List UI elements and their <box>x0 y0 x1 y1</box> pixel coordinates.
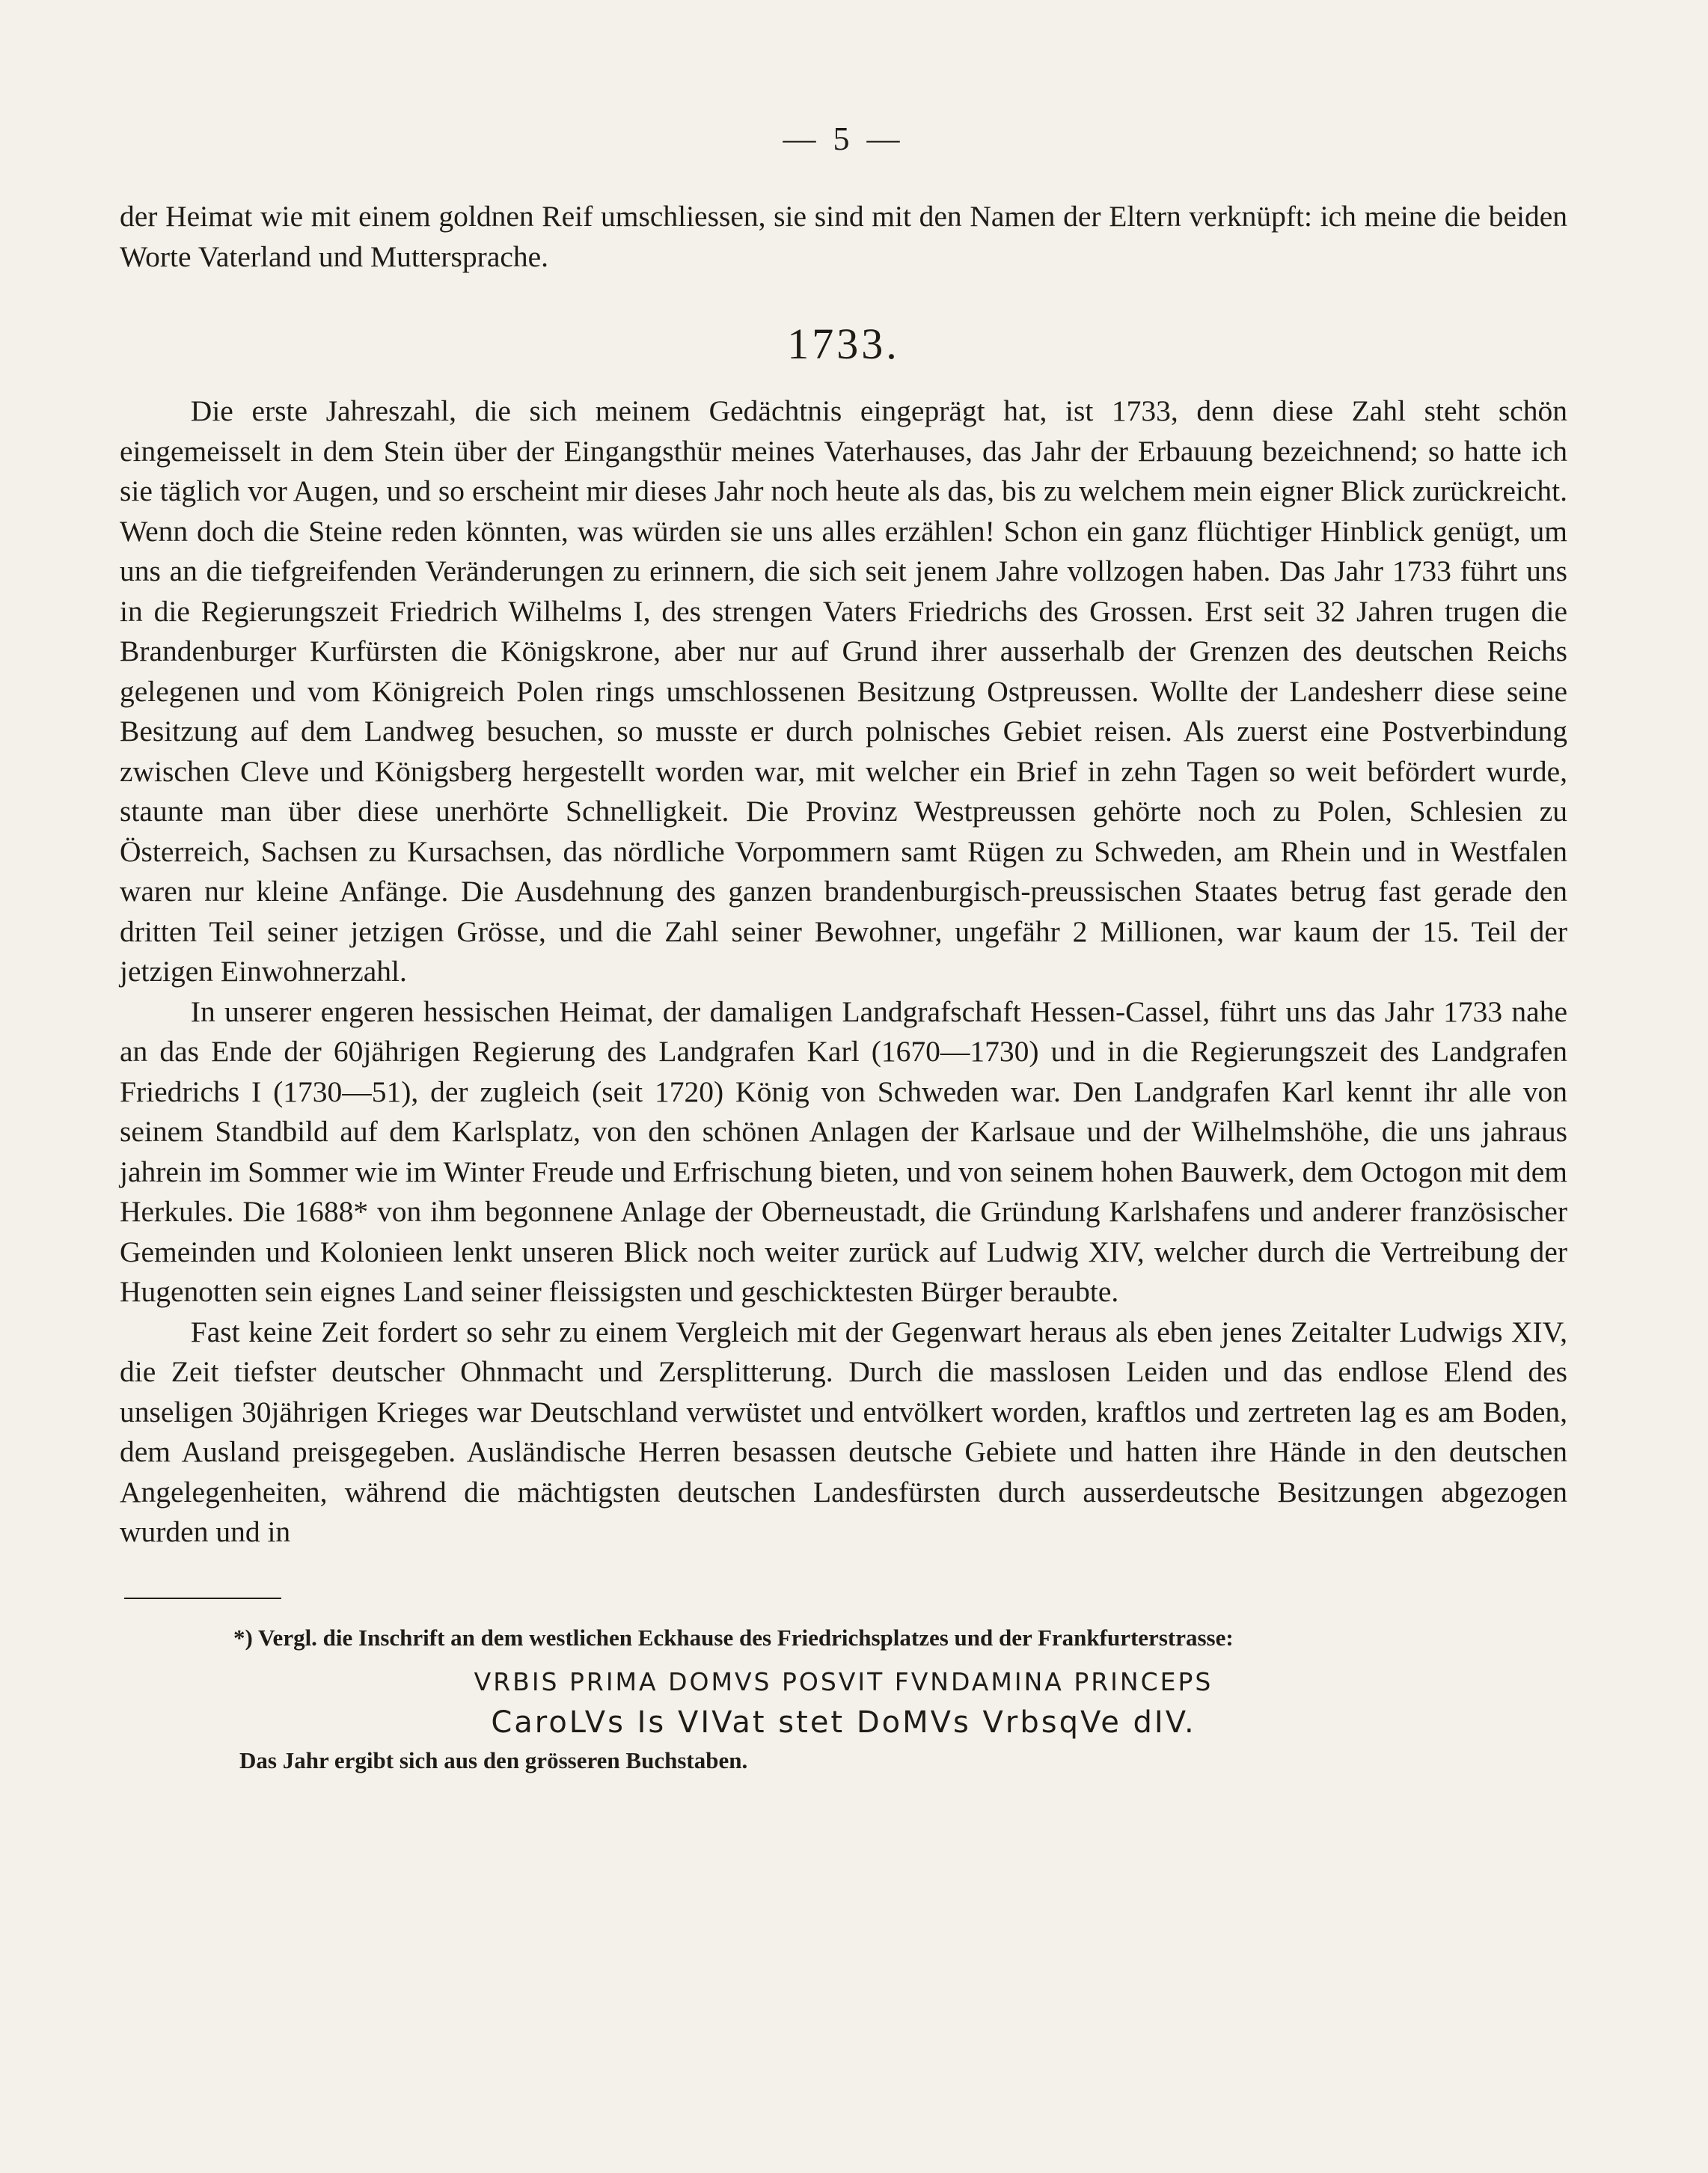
inscription-line-1: VRBIS PRIMA DOMVS POSVIT FVNDAMINA PRINCEPS <box>474 1666 1213 1696</box>
body-paragraph-2: In unserer engeren hessischen Heimat, der damaligen Landgrafschaft Hessen-Cassel, führt uns das Jahr 1733 nahe an das Ende der 60jährigen Regierung des Landgrafen Karl (1670—1730) und in die Regierungszeit des Landgrafen Friedrichs I (1730—51), der zugleich (seit 1720) König von Schweden war. Den Landgrafen Karl kennt ihr alle von seinem Standbild auf dem Karlsplatz, von den schönen Anlagen der Karlsaue und der Wilhelmshöhe, die uns jahraus jahrein im Sommer wie im Winter Freude und Erfrischung bieten, und von seinem hohen Bauwerk, dem Octogon mit dem Herkules. Die 1688* von ihm begonnene Anlage der Oberneustadt, die Gründung Karlshafens und anderer französischer Gemeinden und Kolonieen lenkt unseren Blick noch weiter zurück auf Ludwig XIV, welcher durch die Vertreibung der Hugenotten sein eignes Land seiner fleissigsten und geschicktesten Bürger beraubte. <box>120 994 1567 1308</box>
footnote-note: Das Jahr ergibt sich aus den grösseren Buchstaben. <box>239 1746 748 1773</box>
page-number: — 5 — <box>783 120 904 157</box>
section-heading-year: 1733. <box>787 320 900 368</box>
body-paragraph-1: Die erste Jahreszahl, die sich meinem Gedächtnis eingeprägt hat, ist 1733, denn diese Zahl steht schön eingemeisselt in dem Stein über der Eingangsthür meines Vaterhauses, das Jahr der Erbauung bezeichnend; so hatte ich sie täglich vor Augen, und so erscheint mir dieses Jahr noch heute als das, bis zu welchem mein eigner Blick zurückreicht. Wenn doch die Steine reden könnten, was würden sie uns alles erzählen! Schon ein ganz flüchtiger Hinblick genügt, um uns an die tiefgreifenden Veränderungen zu erinnern, die sich seit jenem Jahre vollzogen haben. Das Jahr 1733 führt uns in die Regierungszeit Friedrich Wilhelms I, des strengen Vaters Friedrichs des Grossen. Erst seit 32 Jahren trugen die Brandenburger Kurfürsten die Königskrone, aber nur auf Grund ihrer ausserhalb der Grenzen des deutschen Reichs gelegenen und vom Königreich Polen rings umschlossenen Besitzung Ostpreussen. Wollte der Landesherr diese seine Besitzung auf dem Landweg besuchen, so musste er durch polnisches Gebiet reisen. Als zuerst eine Postverbindung zwischen Cleve und Königsberg hergestellt worden war, mit welcher ein Brief in zehn Tagen so weit befördert wurde, staunte man über diese unerhörte Schnelligkeit. Die Provinz Westpreussen gehörte noch zu Polen, Schlesien zu Österreich, Sachsen zu Kursachsen, das nördliche Vorpommern samt Rügen zu Schweden, am Rhein und in Westfalen waren nur kleine Anfänge. Die Ausdehnung des ganzen brandenburgisch-preussischen Staates betrug fast gerade den dritten Teil seiner jetzigen Grösse, und die Zahl seiner Bewohner, ungefähr 2 Millionen, war kaum der 15. Teil der jetzigen Einwohnerzahl. <box>120 394 1567 988</box>
body-paragraph-3: Fast keine Zeit fordert so sehr zu einem Vergleich mit der Gegenwart heraus als eben jenes Zeitalter Ludwigs XIV, die Zeit tiefster deutscher Ohnmacht und Zersplitterung. Durch die masslosen Leiden und das endlose Elend des unseligen 30jährigen Krieges war Deutschland verwüstet und entvölkert worden, kraftlos und zertreten lag es am Boden, dem Ausland preisgegeben. Ausländische Herren besassen deutsche Gebiete und hatten ihre Hände in den deutschen Angelegenheiten, während die mächtigsten deutschen Landesfürsten durch ausserdeutsche Besitzungen abgezogen wurden und in <box>120 1315 1567 1548</box>
footnote-divider <box>124 1598 281 1599</box>
document-page <box>120 120 1567 1777</box>
inscription-line-2: CaroLVs Is VIVat stet DoMVs VrbsqVe dIV. <box>491 1705 1196 1740</box>
footnote-text: *) Vergl. die Inschrift an dem westlichen Eckhause des Friedrichsplatzes und der Frankfurterstrasse: <box>233 1624 1234 1651</box>
intro-paragraph: der Heimat wie mit einem goldnen Reif umschliessen, sie sind mit den Namen der Eltern verknüpft: ich meine die beiden Worte Vaterland und Muttersprache. <box>120 200 1567 273</box>
